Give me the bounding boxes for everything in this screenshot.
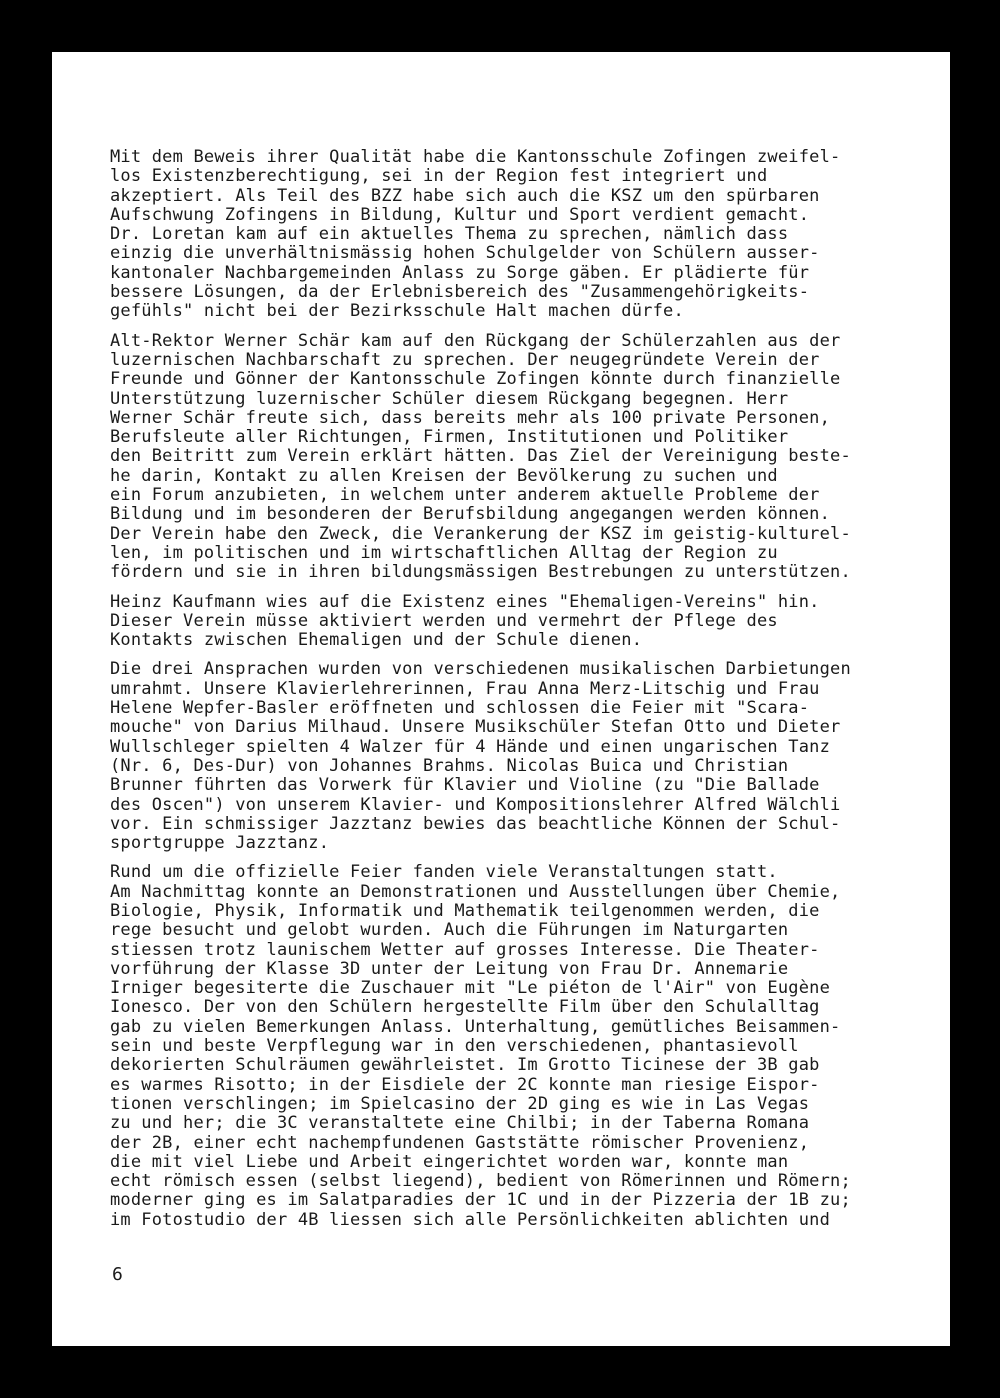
document-page bbox=[52, 52, 950, 1346]
text-line: zu und her; die 3C veranstaltete eine Chilbi; in der Taberna Romana bbox=[110, 1113, 810, 1134]
text-line: Freunde und Gönner der Kantonsschule Zofingen könnte durch finanzielle bbox=[110, 369, 841, 390]
text-line: gefühls" nicht bei der Bezirksschule Halt machen dürfe. bbox=[110, 301, 684, 322]
text-line: Am Nachmittag konnte an Demonstrationen und Ausstellungen über Chemie, bbox=[110, 881, 841, 902]
text-line: tionen verschlingen; im Spielcasino der 2D ging es wie in Las Vegas bbox=[110, 1093, 810, 1114]
text-line: akzeptiert. Als Teil des BZZ habe sich auch die KSZ um den spürbaren bbox=[110, 185, 820, 206]
text-line: umrahmt. Unsere Klavierlehrerinnen, Frau Anna Merz-Litschig und Frau bbox=[110, 678, 820, 699]
text-line: (Nr. 6, Des-Dur) von Johannes Brahms. Nicolas Buica und Christian bbox=[110, 755, 789, 776]
paragraph bbox=[110, 593, 930, 651]
text-line: Rund um die offizielle Feier fanden viele Veranstaltungen statt. bbox=[110, 862, 778, 883]
text-line: Irniger begesiterte die Zuschauer mit "Le piéton de l'Air" von Eugène bbox=[110, 978, 831, 999]
text-line: der 2B, einer echt nachempfundenen Gaststätte römischer Provenienz, bbox=[110, 1132, 810, 1153]
text-line: dekorierten Schulräumen gewährleistet. Im Grotto Ticinese der 3B gab bbox=[110, 1055, 820, 1076]
text-line: vor. Ein schmissiger Jazztanz bewies das beachtliche Können der Schul- bbox=[110, 813, 841, 834]
text-line: Ionesco. Der von den Schülern hergestellte Film über den Schulalltag bbox=[110, 997, 820, 1018]
text-line: Der Verein habe den Zweck, die Verankerung der KSZ im geistig-kulturel- bbox=[110, 523, 851, 544]
text-line: im Fotostudio der 4B liessen sich alle Persönlichkeiten ablichten und bbox=[110, 1209, 831, 1230]
text-line: Brunner führten das Vorwerk für Klavier und Violine (zu "Die Ballade bbox=[110, 775, 820, 796]
text-line: gab zu vielen Bemerkungen Anlass. Unterhaltung, gemütliches Beisammen- bbox=[110, 1016, 841, 1037]
text-line: luzernischen Nachbarschaft zu sprechen. Der neugegründete Verein der bbox=[110, 349, 820, 370]
text-line: die mit viel Liebe und Arbeit eingerichtet worden war, konnte man bbox=[110, 1151, 789, 1172]
text-line: sportgruppe Jazztanz. bbox=[110, 833, 330, 854]
text-line: Dr. Loretan kam auf ein aktuelles Thema zu sprechen, nämlich dass bbox=[110, 224, 789, 245]
text-line: Werner Schär freute sich, dass bereits mehr als 100 private Personen, bbox=[110, 407, 831, 428]
text-line: vorführung der Klasse 3D unter der Leitung von Frau Dr. Annemarie bbox=[110, 958, 789, 979]
text-line: den Beitritt zum Verein erklärt hätten. Das Ziel der Vereinigung beste- bbox=[110, 446, 851, 467]
text-line: rege besucht und gelobt wurden. Auch die Führungen im Naturgarten bbox=[110, 920, 789, 941]
text-line: Biologie, Physik, Informatik und Mathematik teilgenommen werden, die bbox=[110, 900, 820, 921]
paragraph bbox=[110, 660, 930, 853]
text-line: Heinz Kaufmann wies auf die Existenz eines "Ehemaligen-Vereins" hin. bbox=[110, 591, 820, 612]
text-line: stiessen trotz launischem Wetter auf grosses Interesse. Die Theater- bbox=[110, 939, 820, 960]
text-line: Unterstützung luzernischer Schüler diesem Rückgang begegnen. Herr bbox=[110, 388, 789, 409]
text-line: des Oscen") von unserem Klavier- und Kompositionslehrer Alfred Wälchli bbox=[110, 794, 841, 815]
document-body bbox=[110, 148, 930, 1240]
text-line: Berufsleute aller Richtungen, Firmen, Institutionen und Politiker bbox=[110, 427, 789, 448]
text-line: es warmes Risotto; in der Eisdiele der 2C konnte man riesige Eispor- bbox=[110, 1074, 820, 1095]
text-line: echt römisch essen (selbst liegend), bedient von Römerinnen und Römern; bbox=[110, 1171, 851, 1192]
text-line: fördern und sie in ihren bildungsmässigen Bestrebungen zu unterstützen. bbox=[110, 562, 851, 583]
text-line: einzig die unverhältnismässig hohen Schulgelder von Schülern ausser- bbox=[110, 243, 820, 264]
text-line: Helene Wepfer-Basler eröffneten und schlossen die Feier mit "Scara- bbox=[110, 698, 810, 719]
text-line: Alt-Rektor Werner Schär kam auf den Rückgang der Schülerzahlen aus der bbox=[110, 330, 841, 351]
text-line: Die drei Ansprachen wurden von verschiedenen musikalischen Darbietungen bbox=[110, 659, 851, 680]
text-line: Dieser Verein müsse aktiviert werden und vermehrt der Pflege des bbox=[110, 610, 778, 631]
text-line: mouche" von Darius Milhaud. Unsere Musikschüler Stefan Otto und Dieter bbox=[110, 717, 841, 738]
text-line: Wullschleger spielten 4 Walzer für 4 Hände und einen ungarischen Tanz bbox=[110, 736, 831, 757]
text-line: moderner ging es im Salatparadies der 1C und in der Pizzeria der 1B zu; bbox=[110, 1190, 851, 1211]
text-line: Bildung und im besonderen der Berufsbildung angegangen werden können. bbox=[110, 504, 831, 525]
text-line: Mit dem Beweis ihrer Qualität habe die Kantonsschule Zofingen zweifel- bbox=[110, 147, 841, 167]
text-line: Aufschwung Zofingens in Bildung, Kultur und Sport verdient gemacht. bbox=[110, 204, 810, 225]
text-line: los Existenzberechtigung, sei in der Region fest integriert und bbox=[110, 166, 768, 187]
text-line: bessere Lösungen, da der Erlebnisbereich des "Zusammengehörigkeits- bbox=[110, 282, 810, 303]
text-line: len, im politischen und im wirtschaftlichen Alltag der Region zu bbox=[110, 542, 778, 563]
page-number: 6 bbox=[112, 1264, 123, 1285]
paragraph bbox=[110, 332, 930, 583]
text-line: ein Forum anzubieten, in welchem unter anderem aktuelle Probleme der bbox=[110, 485, 820, 506]
text-line: Kontakts zwischen Ehemaligen und der Schule dienen. bbox=[110, 630, 643, 651]
text-line: he darin, Kontakt zu allen Kreisen der Bevölkerung zu suchen und bbox=[110, 465, 778, 486]
text-line: sein und beste Verpflegung war in den verschiedenen, phantasievoll bbox=[110, 1036, 799, 1057]
paragraph bbox=[110, 148, 930, 322]
text-line: kantonaler Nachbargemeinden Anlass zu Sorge gäben. Er plädierte für bbox=[110, 262, 810, 283]
paragraph bbox=[110, 863, 930, 1230]
